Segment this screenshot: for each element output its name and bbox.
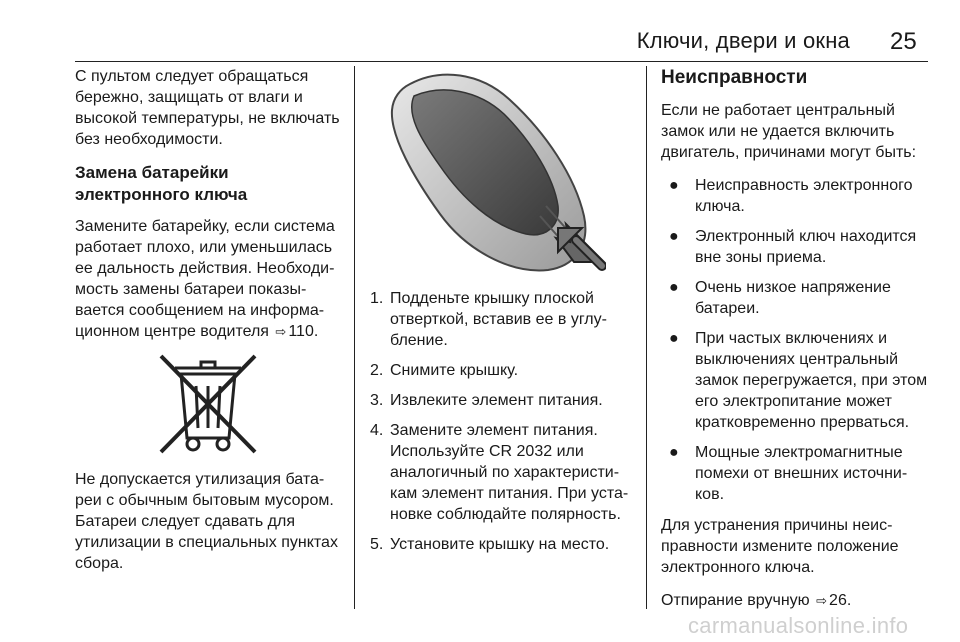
- list-item: [661, 277, 929, 319]
- steps-list: [370, 288, 636, 555]
- battery-paragraph: [75, 216, 343, 342]
- disposal-paragraph: Не допускается утилизация батареи с обычным бытовым мусором. Батареи следует сдавать для утилизации в специальных пунктах сбора.: [75, 471, 338, 572]
- step-text: Установите крышку на место.: [390, 536, 610, 553]
- bullet-icon: ●: [669, 330, 679, 347]
- list-item: [661, 328, 929, 433]
- step-number: 1.: [370, 290, 384, 307]
- step-number: 4.: [370, 422, 384, 439]
- bullet-text: Неисправность электронного ключа.: [695, 177, 913, 215]
- page-ref-arrow-icon: ⇨: [275, 324, 287, 339]
- step-number: 2.: [370, 362, 384, 379]
- step-text: Снимите крышку.: [390, 362, 519, 379]
- step-text: Подденьте крышку плоской отверткой, вставив ее в углубление.: [390, 290, 607, 349]
- bullet-text: При частых включениях и выключениях центральный замок перегружается, при этом его электропитание может кратковременно прерваться.: [695, 330, 928, 431]
- bullet-text: Очень низкое напряжение батареи.: [695, 279, 891, 317]
- bullet-icon: ●: [669, 444, 679, 461]
- page-ref-link[interactable]: 26.: [829, 592, 852, 609]
- faults-intro: Если не работает центральный замок или не удается включить двигатель, причинами могут быть:: [661, 102, 917, 161]
- bullet-text: Мощные электромагнитные помехи от внешних источников.: [695, 444, 908, 503]
- intro-paragraph: С пультом следует обращаться бережно, защищать от влаги и высокой температуры, не включать без необходимости.: [75, 68, 340, 148]
- manual-unlock-text: Отпирание вручную: [661, 592, 810, 609]
- list-item: [370, 390, 636, 411]
- page-number: 25: [890, 28, 917, 55]
- battery-text: Замените батарейку, если система работает плохо, или уменьшилась ее дальность действия. Необходимость замены батареи показывается сообщением на информационном центре водителя: [75, 218, 335, 340]
- manual-unlock-paragraph: [661, 590, 929, 611]
- page-ref-arrow-icon: ⇨: [816, 593, 828, 608]
- column-divider-2: [646, 66, 647, 609]
- bullet-text: Электронный ключ находится вне зоны приема.: [695, 228, 917, 266]
- faults-list: [661, 175, 929, 505]
- section-heading-battery: Замена батарейки электронного ключа: [75, 163, 248, 204]
- bullet-icon: ●: [669, 279, 679, 296]
- watermark: carmanualsonline.info: [688, 613, 909, 638]
- column-right: [661, 66, 929, 623]
- header-rule: [75, 61, 928, 62]
- list-item: [661, 442, 929, 505]
- page-ref-link[interactable]: 110.: [288, 323, 319, 340]
- column-divider-1: [354, 66, 355, 609]
- fix-paragraph: Для устранения причины неисправности измените положение электронного ключа.: [661, 517, 899, 576]
- list-item: [370, 534, 636, 555]
- list-item: [370, 288, 636, 351]
- bullet-icon: ●: [669, 228, 679, 245]
- list-item: [370, 420, 636, 525]
- page-header-title: Ключи, двери и окна: [636, 28, 850, 53]
- step-text: Замените элемент питания. Используйте CR 2032 или аналогичный по характеристикам элемент питания. При установке соблюдайте полярность.: [390, 422, 629, 523]
- crossed-bin-figure: [75, 354, 343, 459]
- crossed-out-wheelie-bin-icon: [153, 354, 263, 458]
- step-number: 3.: [370, 392, 384, 409]
- step-text: Извлеките элемент питания.: [390, 392, 603, 409]
- bullet-icon: ●: [669, 177, 679, 194]
- key-fob-illustration: [370, 66, 636, 278]
- column-middle: [370, 66, 636, 564]
- list-item: [661, 175, 929, 217]
- list-item: [370, 360, 636, 381]
- key-fob-icon: [370, 66, 606, 278]
- section-heading-faults: Неисправности: [661, 67, 808, 88]
- list-item: [661, 226, 929, 268]
- column-left: [75, 66, 343, 586]
- step-number: 5.: [370, 536, 384, 553]
